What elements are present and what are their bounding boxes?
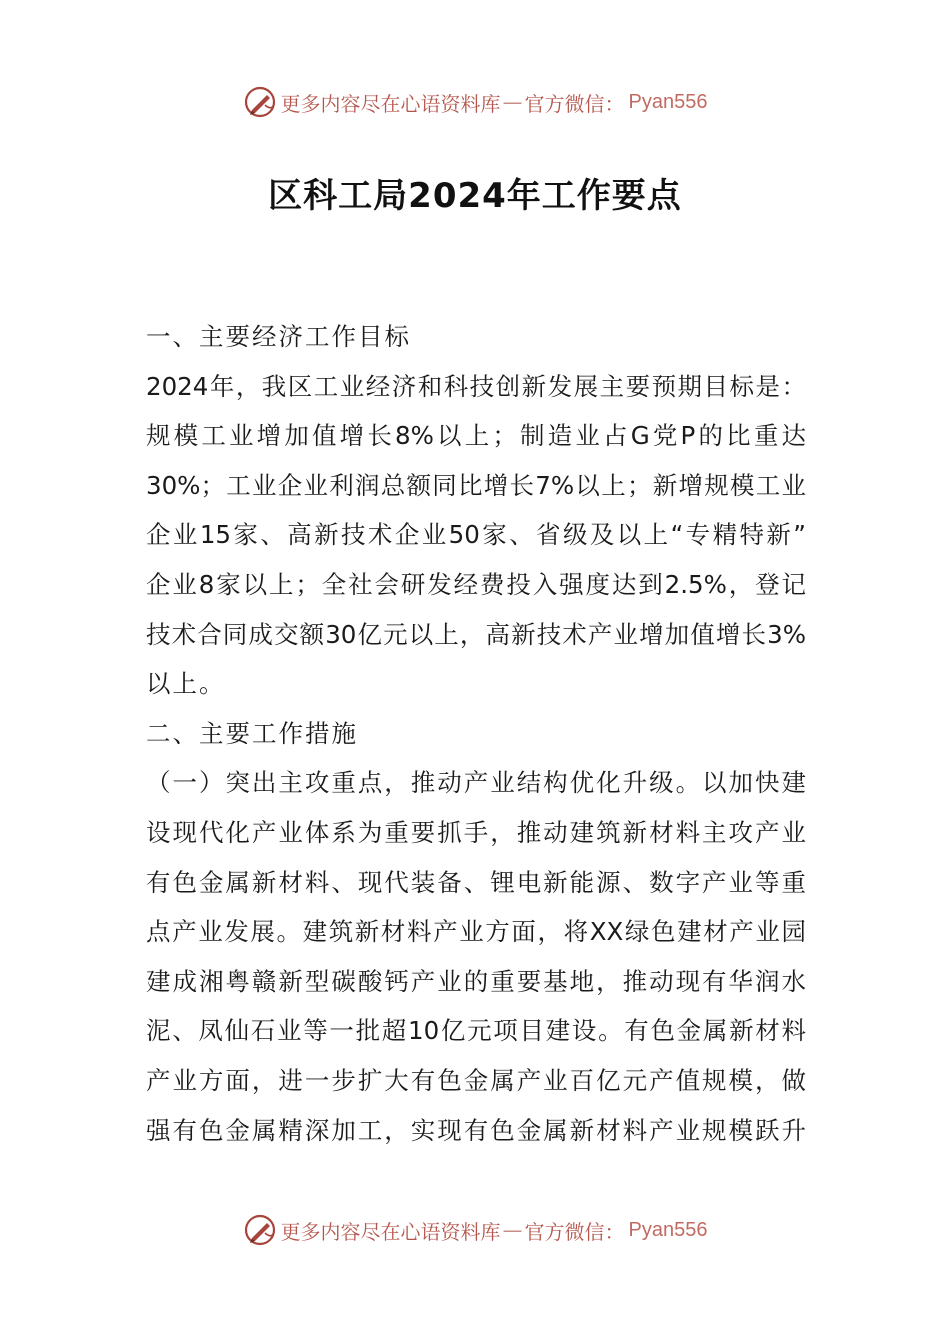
watermark-wechat-id: Pyan556 bbox=[628, 1218, 708, 1241]
body-line: 强有色金属精深加工，实现有色金属新材料产业规模跃升 bbox=[146, 1115, 806, 1145]
watermark-wechat-label: 官方微信： bbox=[524, 1219, 625, 1244]
watermark-site-text: 更多内容尽在心语资料库 bbox=[280, 1219, 501, 1244]
body-line: 有色金属新材料、现代装备、锂电新能源、数字产业等重 bbox=[146, 867, 806, 897]
body-line: 30%；工业企业利润总额同比增长7%以上；新增规模工业 bbox=[146, 470, 806, 500]
body-line: 技术合同成交额30亿元以上，高新技术产业增加值增长3% bbox=[146, 619, 806, 649]
body-line: 企业15家、高新技术企业50家、省级及以上“专精特新” bbox=[146, 520, 806, 550]
section-heading: 二、主要工作措施 bbox=[146, 718, 358, 748]
body-line: 产业方面，进一步扩大有色金属产业百亿元产值规模，做 bbox=[146, 1065, 806, 1095]
body-line: 点产业发展。建筑新材料产业方面，将XX绿色建材产业园 bbox=[146, 917, 806, 947]
watermark-dash: — bbox=[502, 1218, 523, 1242]
header-watermark-banner bbox=[0, 82, 950, 122]
document-title: 区科工局2024年工作要点 bbox=[268, 176, 682, 216]
body-line: 泥、凤仙石业等一批超10亿元项目建设。有色金属新材料 bbox=[146, 1016, 806, 1046]
body-line: 建成湘粤赣新型碳酸钙产业的重要基地，推动现有华润水 bbox=[146, 966, 806, 996]
body-line: 2024年，我区工业经济和科技创新发展主要预期目标是： bbox=[146, 371, 806, 401]
document-body bbox=[146, 312, 806, 1155]
pen-logo-icon bbox=[243, 1213, 277, 1247]
section-heading: 一、主要经济工作目标 bbox=[146, 322, 411, 351]
watermark-wechat-id: Pyan556 bbox=[628, 90, 708, 113]
body-line: 企业8家以上；全社会研发经费投入强度达到2.5%，登记 bbox=[146, 569, 806, 599]
body-line: （一）突出主攻重点，推动产业结构优化升级。以加快建 bbox=[146, 768, 806, 798]
body-line: 以上。 bbox=[146, 669, 226, 699]
watermark-dash: — bbox=[502, 90, 523, 114]
footer-watermark-banner bbox=[0, 1210, 950, 1250]
watermark-site-text: 更多内容尽在心语资料库 bbox=[280, 91, 501, 116]
body-line: 设现代化产业体系为重要抓手，推动建筑新材料主攻产业 bbox=[146, 817, 806, 847]
pen-logo-icon bbox=[243, 85, 277, 119]
watermark-wechat-label: 官方微信： bbox=[524, 91, 625, 116]
body-line: 规模工业增加值增长8%以上；制造业占G党P的比重达 bbox=[146, 421, 806, 451]
